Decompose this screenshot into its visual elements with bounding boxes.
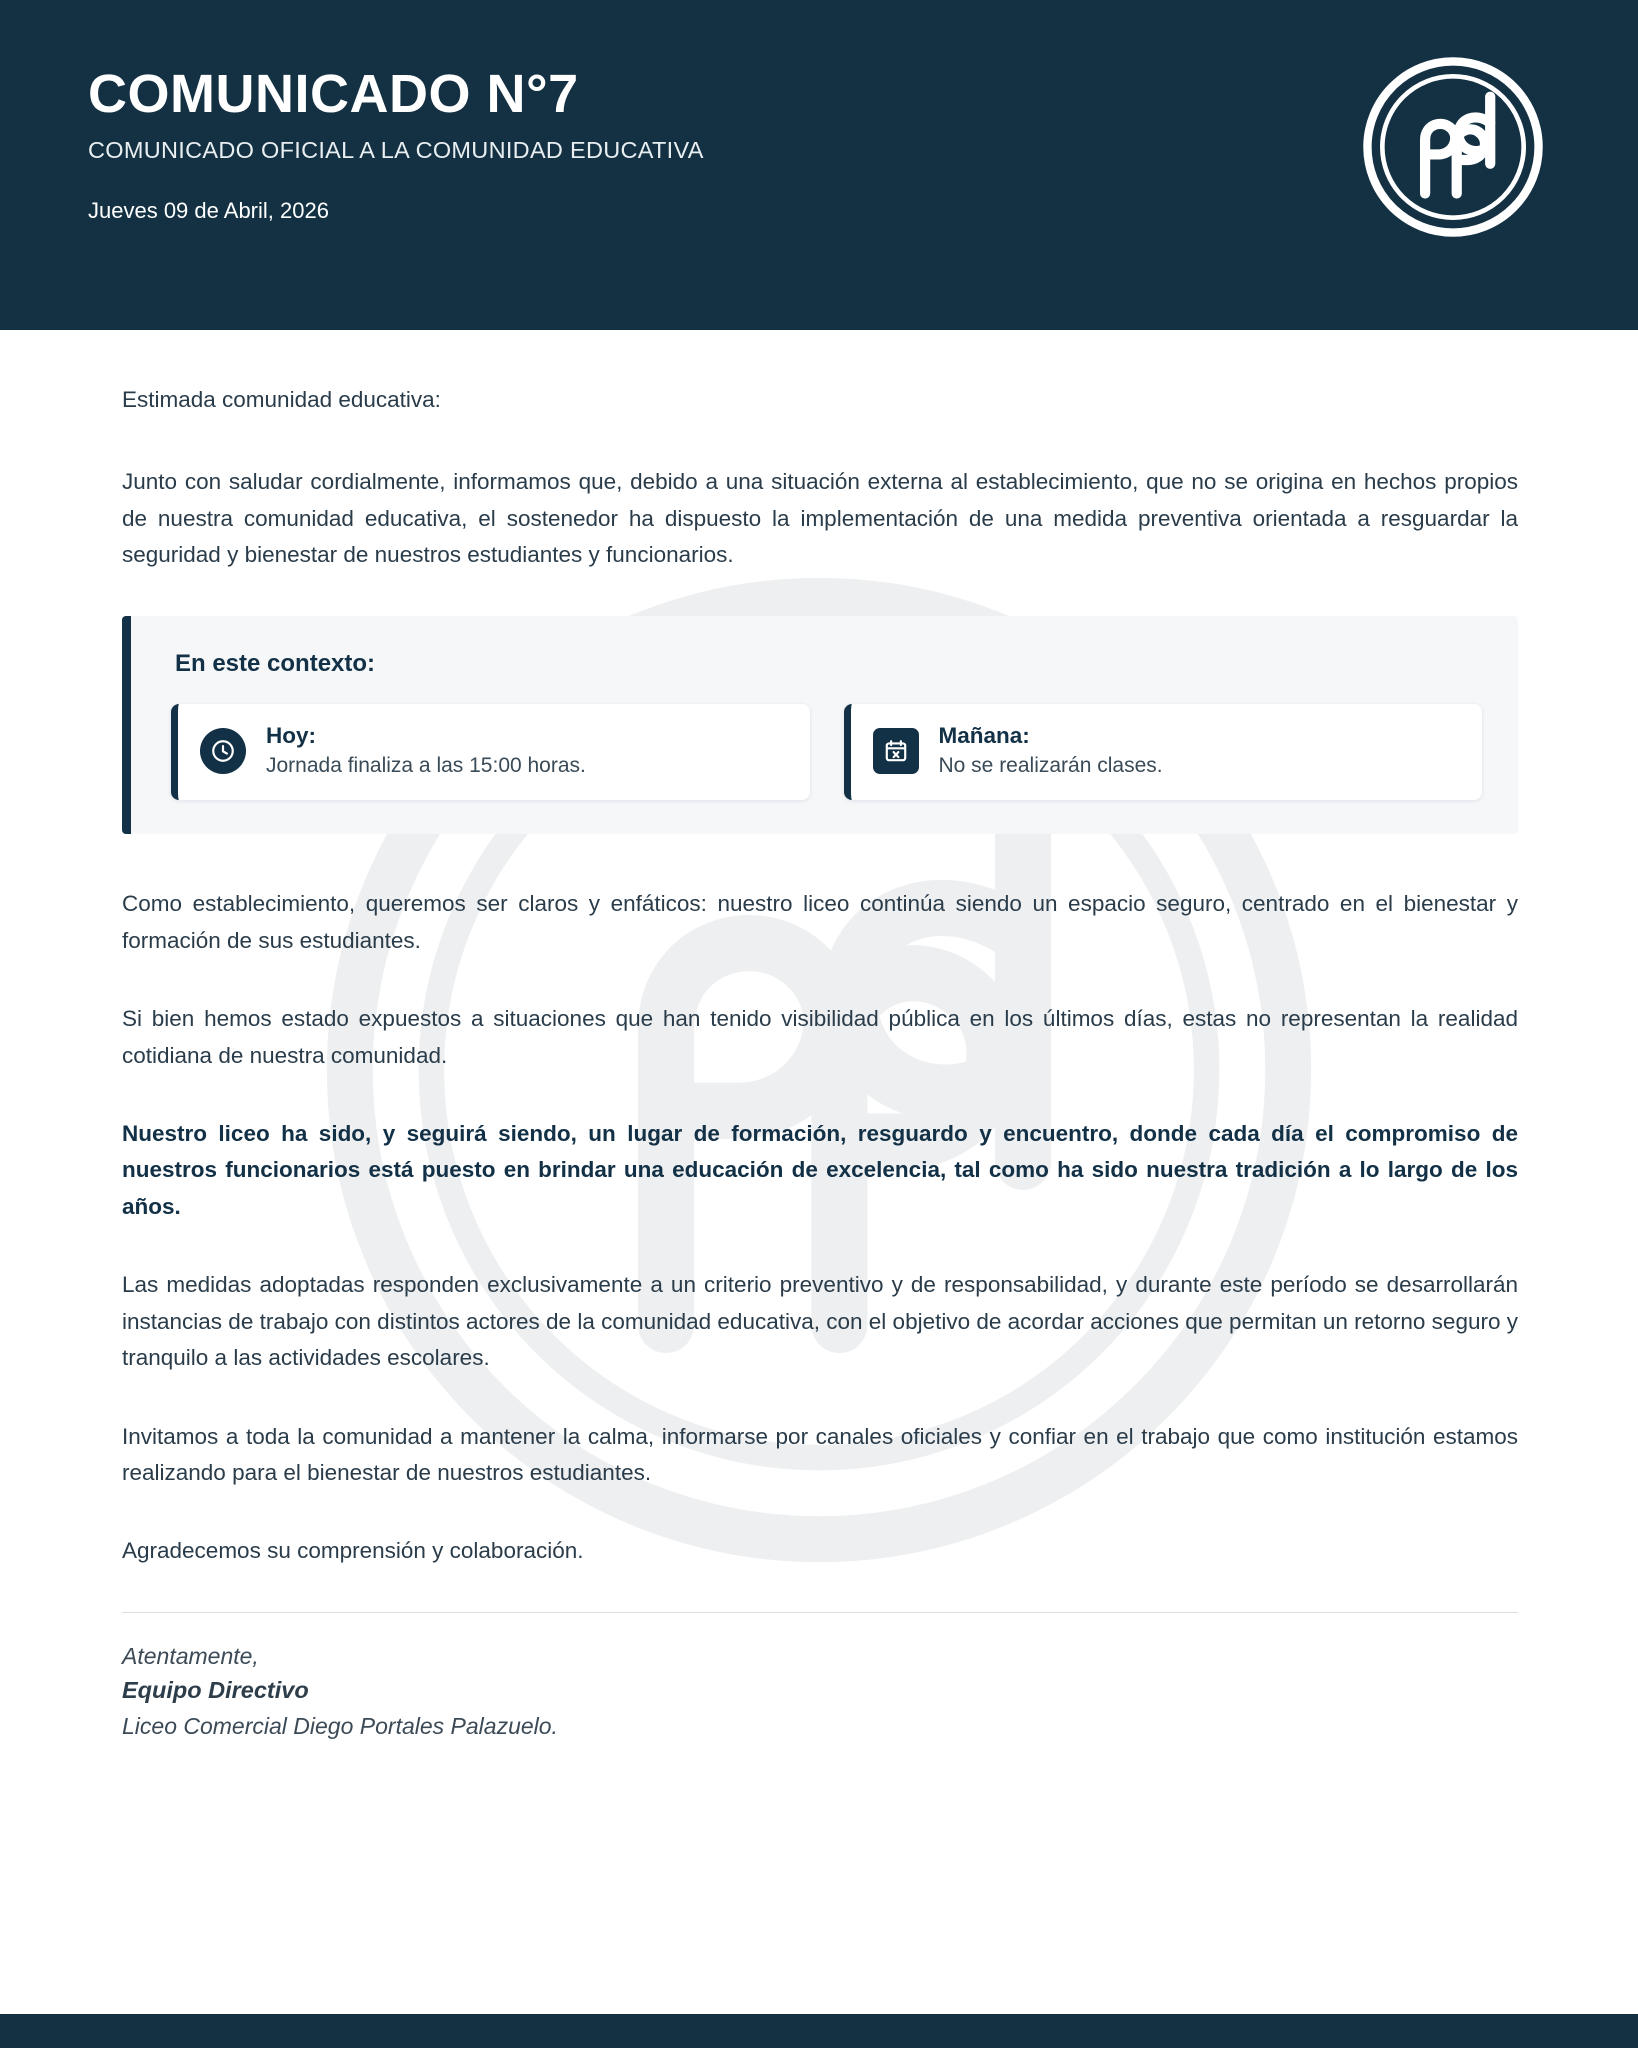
- document-body: [0, 330, 1638, 1743]
- paragraph-6: Invitamos a toda la comunidad a mantener la calma, informarse por canales oficiales y confiar en el trabajo que como institución estamos realizando para el bienestar de nuestros estudiantes.: [122, 1423, 1518, 1486]
- paragraph-7: Agradecemos su comprensión y colaboración.: [122, 1538, 584, 1564]
- calendar-cancel-icon: [873, 728, 919, 774]
- document-header: [0, 0, 1638, 330]
- context-item-tomorrow-text: [939, 722, 1163, 780]
- signature-divider: [122, 1612, 1518, 1613]
- paragraph-3: Si bien hemos estado expuestos a situaciones que han tenido visibilidad pública en los últimos días, estas no representan la realidad cotidiana de nuestra comunidad.: [122, 1006, 1518, 1068]
- paragraph-2: Como establecimiento, queremos ser claros y enfáticos: nuestro liceo continúa siendo un espacio seguro, centrado en el bienestar y formación de sus estudiantes.: [122, 891, 1518, 953]
- signature-institution: Liceo Comercial Diego Portales Palazuelo.: [122, 1712, 558, 1739]
- context-callout: [122, 616, 1518, 834]
- signature-closing: Atentamente,: [122, 1642, 259, 1669]
- context-title: En este contexto:: [175, 649, 376, 677]
- page-subtitle: COMUNICADO OFICIAL A LA COMUNIDAD EDUCATIVA: [88, 136, 704, 163]
- document-date: Jueves 09 de Abril, 2026: [88, 197, 329, 223]
- context-item-list: [171, 704, 1482, 800]
- context-item-tomorrow-label: Mañana:: [938, 722, 1030, 748]
- paragraph-1: Junto con saludar cordialmente, informamos que, debido a una situación externa al establecimiento, que no se origina en hechos propios de nuestra comunidad educativa, el sostenedor ha dispuesto la implementación de una medida preventiva orientada a resguardar la seguridad y bienestar de nuestros estudiantes y funcionarios.: [122, 469, 1518, 568]
- clock-icon: [200, 728, 246, 774]
- page-title: COMUNICADO N°7: [88, 64, 579, 124]
- context-item-today-text: [266, 722, 586, 780]
- footer-bar: [0, 2014, 1638, 2048]
- context-item-today-label: Hoy:: [266, 722, 316, 748]
- context-item-tomorrow-value: No se realizarán clases.: [938, 753, 1163, 777]
- signature-block: [122, 1639, 1518, 1743]
- signature-name: Equipo Directivo: [122, 1677, 309, 1704]
- context-item-today-value: Jornada finaliza a las 15:00 horas.: [266, 753, 586, 777]
- context-item-tomorrow: [844, 704, 1483, 800]
- greeting-line: Estimada comunidad educativa:: [122, 387, 441, 412]
- institution-logo: [1360, 54, 1546, 240]
- context-item-today: [171, 704, 810, 800]
- header-text-block: [88, 48, 704, 224]
- paragraph-5: Las medidas adoptadas responden exclusivamente a un criterio preventivo y de responsabilidad, y durante este período se desarrollarán instancias de trabajo con distintos actores de la comunidad educativa, con el objetivo de acordar acciones que permitan un retorno seguro y tranquilo a las actividades escolares.: [122, 1272, 1518, 1371]
- paragraph-4-emphasis: Nuestro liceo ha sido, y seguirá siendo, un lugar de formación, resguardo y encuentro, donde cada día el compromiso de nuestros funcionarios está puesto en brindar una educación de excelencia, tal como ha sido nuestra tradición a lo largo de los años.: [122, 1120, 1518, 1219]
